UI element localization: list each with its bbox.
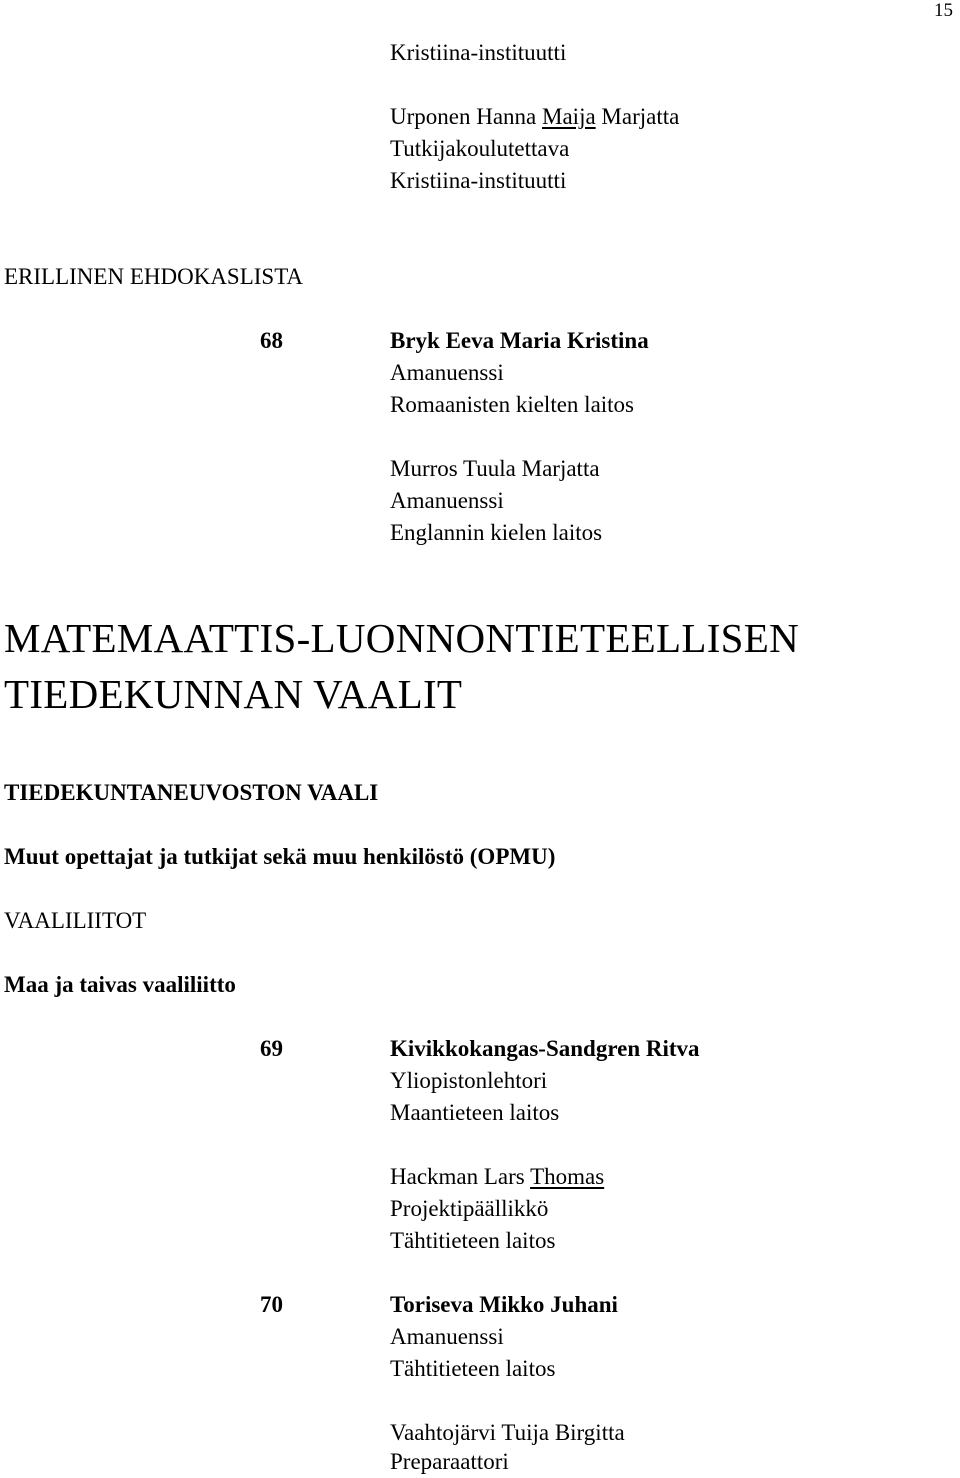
candidate-number: 70 — [260, 1292, 283, 1317]
candidate-department: Maantieteen laitos — [390, 1100, 560, 1125]
staff-group-heading: Muut opettajat ja tutkijat sekä muu henkilöstö (OPMU) — [4, 844, 556, 869]
candidate-name: Bryk Eeva Maria Kristina — [390, 328, 649, 353]
candidate-name: Toriseva Mikko Juhani — [390, 1292, 618, 1317]
deputy-name — [390, 101, 679, 133]
candidate-department: Tähtitieteen laitos — [390, 1356, 556, 1381]
deputy-department: Englannin kielen laitos — [390, 520, 603, 545]
candidate-title: Amanuenssi — [390, 1324, 504, 1349]
deputy-department: Kristiina-instituutti — [390, 168, 567, 193]
deputy-name: Murros Tuula Marjatta — [390, 456, 600, 481]
candidate-number: 69 — [260, 1036, 283, 1061]
electoral-alliances-heading: VAALILIITOT — [4, 908, 147, 933]
deputy-title: Amanuenssi — [390, 488, 504, 513]
previous-entry-department: Kristiina-instituutti — [390, 40, 567, 65]
deputy-name-part: Urponen Hanna — [390, 104, 543, 129]
deputy-name-underlined-part: Maija — [542, 104, 596, 129]
candidate-number: 68 — [260, 328, 283, 353]
candidate-name: Kivikkokangas-Sandgren Ritva — [390, 1036, 700, 1061]
section-heading-separate-list: ERILLINEN EHDOKASLISTA — [4, 264, 304, 289]
deputy-department: Tähtitieteen laitos — [390, 1228, 556, 1253]
deputy-title: Tutkijakoulutettava — [390, 136, 570, 161]
deputy-title: Projektipäällikkö — [390, 1196, 549, 1221]
candidate-title: Amanuenssi — [390, 360, 504, 385]
faculty-heading-line1: MATEMAATTIS-LUONNONTIETEELLISEN — [4, 615, 800, 661]
deputy-name — [390, 1161, 604, 1193]
candidate-title: Yliopistonlehtori — [390, 1068, 548, 1093]
faculty-heading-line2: TIEDEKUNNAN VAALIT — [4, 671, 463, 717]
council-election-heading: TIEDEKUNTANEUVOSTON VAALI — [4, 780, 379, 805]
alliance-name: Maa ja taivas vaaliliitto — [4, 972, 236, 997]
deputy-name-part: Marjatta — [595, 104, 680, 129]
deputy-name-part: Hackman Lars — [390, 1164, 531, 1189]
deputy-name: Vaahtojärvi Tuija Birgitta — [390, 1420, 625, 1445]
deputy-name-underlined-part: Thomas — [530, 1164, 605, 1189]
page-number: 15 — [934, 0, 953, 21]
candidate-department: Romaanisten kielten laitos — [390, 392, 635, 417]
deputy-title: Preparaattori — [390, 1449, 509, 1474]
